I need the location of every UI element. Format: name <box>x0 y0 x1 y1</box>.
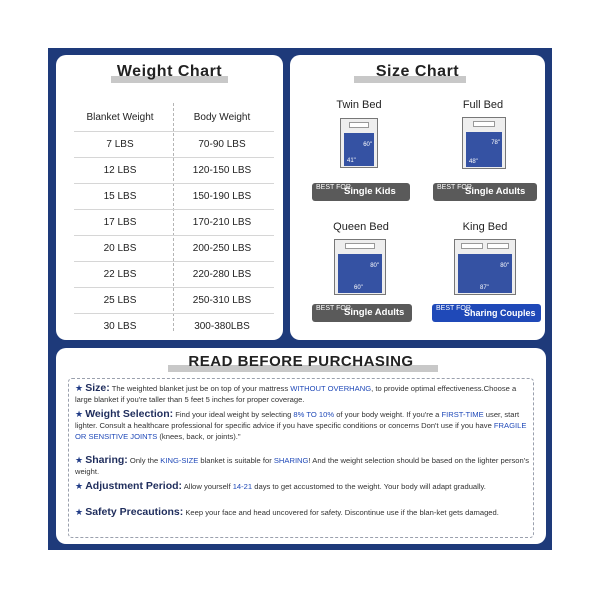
weight-selection-text: Find your ideal weight by selecting <box>173 410 294 419</box>
blanket-weight-cell: 30 LBS <box>103 321 137 332</box>
weight-chart-header <box>74 105 274 131</box>
blanket-icon <box>458 254 512 293</box>
blanket-weight-cell: 12 LBS <box>103 165 137 176</box>
king-bed-label: King Bed <box>462 221 508 233</box>
size-text: The weighted blanket just be on top of your mattress <box>109 384 291 393</box>
blanket-weight-cell: 25 LBS <box>103 295 137 306</box>
table-row <box>74 131 274 157</box>
body-weight-cell: 300-380LBS <box>194 321 250 332</box>
blanket-icon <box>466 132 502 167</box>
adjustment-text: days to get accustomed to the weight. Your body will adapt gradually. <box>252 482 486 491</box>
size-chart-panel <box>290 55 545 340</box>
twin-width-label: 41" <box>347 158 356 164</box>
adjustment-heading: Adjustment Period: <box>85 480 183 492</box>
star-icon: ★ <box>75 383 84 393</box>
king-width-label: 87" <box>480 285 489 291</box>
weight-selection-note <box>75 409 531 442</box>
sharing-heading: Sharing: <box>85 454 128 466</box>
blanket-weight-cell: 20 LBS <box>103 243 137 254</box>
adjustment-text: Allow yourself <box>182 482 233 491</box>
star-icon: ★ <box>75 455 84 465</box>
blanket-icon <box>338 254 382 293</box>
queen-length-label: 80" <box>370 263 379 269</box>
read-before-panel <box>56 348 546 544</box>
full-length-label: 78" <box>491 140 500 146</box>
full-target-label: Single Adults <box>465 186 526 197</box>
sharing-note <box>75 455 531 478</box>
queen-width-label: 60" <box>354 285 363 291</box>
weight-selection-text: user, start lighter. Consult a healthcare professional for specific advice if you have specific conditions or concerns Don't use if you have <box>75 410 520 430</box>
full-bed-icon <box>462 117 506 169</box>
star-icon: ★ <box>75 409 84 419</box>
table-row <box>74 209 274 235</box>
size-heading: Size: <box>85 382 110 394</box>
best-for-label: BEST FOR <box>437 184 472 191</box>
best-for-label: BEST FOR <box>316 184 351 191</box>
blanket-weight-cell: 22 LBS <box>103 269 137 280</box>
weight-chart-title: Weight Chart <box>116 63 223 80</box>
best-for-label: BEST FOR <box>316 305 351 312</box>
sharing-highlight: SHARING <box>273 456 309 465</box>
twin-bed-label: Twin Bed <box>336 99 382 111</box>
weight-selection-text: of your body weight. If you're a <box>334 410 442 419</box>
table-row <box>74 157 274 183</box>
body-weight-cell: 220-280 LBS <box>192 269 252 280</box>
pillow-icon <box>461 243 483 249</box>
size-note <box>75 383 531 406</box>
blanket-weight-cell: 7 LBS <box>106 139 134 150</box>
weight-selection-highlight: FRAGILE OR SENSITIVE JOINTS <box>75 420 527 441</box>
full-bed-label: Full Bed <box>462 99 504 111</box>
king-bed-icon <box>454 239 516 295</box>
body-weight-cell: 150-190 LBS <box>192 191 252 202</box>
body-weight-cell: 200-250 LBS <box>192 243 252 254</box>
queen-bed-label: Queen Bed <box>333 221 389 233</box>
body-weight-cell: 170-210 LBS <box>192 217 252 228</box>
size-highlight: WITHOUT OVERHANG <box>290 384 372 393</box>
twin-best-for-badge <box>312 183 410 201</box>
sharing-text: Only the <box>127 456 161 465</box>
weight-chart-panel <box>56 55 283 340</box>
sharing-highlight: KING-SIZE <box>160 456 199 465</box>
queen-bed-icon <box>334 239 386 295</box>
safety-note <box>75 507 531 519</box>
safety-text: Keep your face and head uncovered for safety. Discontinue use if the blan-ket gets damaged. <box>183 508 499 517</box>
safety-heading: Safety Precautions: <box>85 506 184 518</box>
table-row <box>74 183 274 209</box>
sharing-text: ! And the weight selection should be based on the lighter person's weight. <box>75 456 530 476</box>
blanket-weight-cell: 17 LBS <box>103 217 137 228</box>
twin-bed-icon <box>340 118 378 168</box>
body-weight-cell: 120-150 LBS <box>192 165 252 176</box>
table-row <box>74 313 274 339</box>
twin-target-label: Single Kids <box>344 186 396 197</box>
weight-selection-heading: Weight Selection: <box>85 408 174 420</box>
precautions-box <box>68 378 534 538</box>
blanket-weight-cell: 15 LBS <box>103 191 137 202</box>
adjustment-note <box>75 481 531 493</box>
size-chart-title: Size Chart <box>375 63 460 80</box>
adjustment-highlight: 14-21 <box>232 482 253 491</box>
read-before-title: READ BEFORE PURCHASING <box>188 353 414 370</box>
star-icon: ★ <box>75 481 84 491</box>
best-for-label: BEST FOR <box>436 305 471 312</box>
star-icon: ★ <box>75 507 84 517</box>
pillow-icon <box>345 243 375 249</box>
queen-target-label: Single Adults <box>344 307 405 318</box>
body-weight-cell: 70-90 LBS <box>198 139 246 150</box>
table-row <box>74 261 274 287</box>
pillow-icon <box>349 122 369 128</box>
king-length-label: 80" <box>500 263 509 269</box>
col-body-weight: Body Weight <box>193 112 251 123</box>
table-row <box>74 287 274 313</box>
sharing-text: blanket is suitable for <box>198 456 274 465</box>
queen-best-for-badge <box>312 304 412 322</box>
king-target-label: Sharing Couples <box>464 308 536 318</box>
weight-selection-highlight: 8% TO 10% <box>293 410 335 419</box>
king-best-for-badge <box>432 304 541 322</box>
body-weight-cell: 250-310 LBS <box>192 295 252 306</box>
full-best-for-badge <box>433 183 537 201</box>
full-width-label: 48" <box>469 159 478 165</box>
pillow-icon <box>487 243 509 249</box>
weight-selection-text: (knees, back, or joints)." <box>157 431 241 441</box>
twin-length-label: 60" <box>363 142 372 148</box>
blanket-icon <box>344 133 374 166</box>
table-row <box>74 235 274 261</box>
col-blanket-weight: Blanket Weight <box>86 112 154 123</box>
pillow-icon <box>473 121 495 127</box>
size-text: , to provide optimal effectiveness.Choose a large blanket if you're taller than 5 feet 5 inches for proper coverage. <box>75 384 517 404</box>
weight-selection-highlight: FIRST-TIME <box>441 410 484 419</box>
